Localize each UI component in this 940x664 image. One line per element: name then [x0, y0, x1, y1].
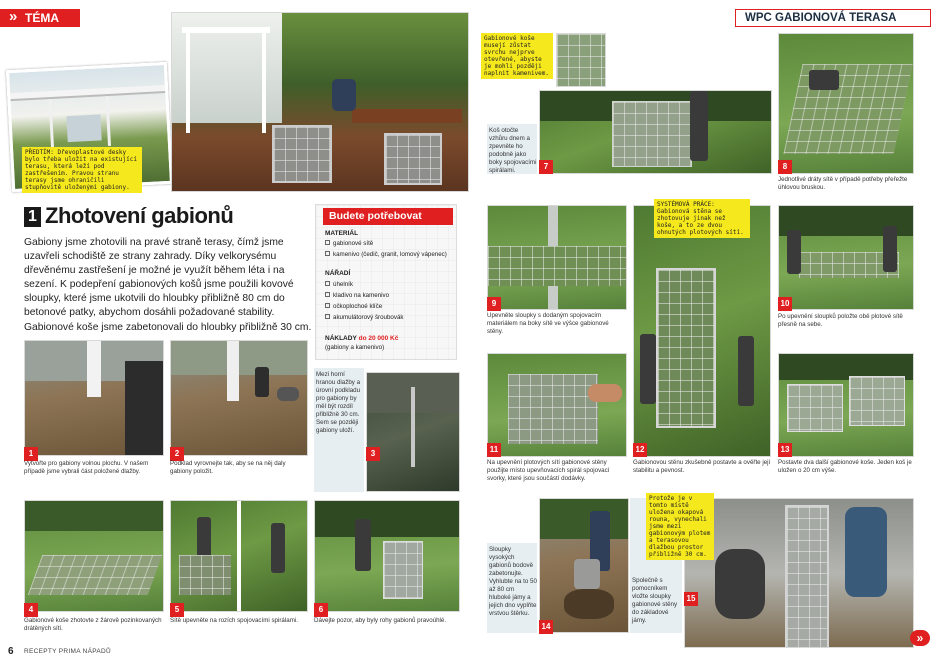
- step-caption: Mezi horní hranou dlažby a úrovní podkladu pro gabiony by měl být rozdíl přibližně 30 cm. Sem se později gabiony uloží.: [316, 371, 361, 434]
- step-number: 8: [778, 160, 792, 174]
- needs-title: Budete potřebovat: [323, 208, 453, 225]
- step-photo: [24, 500, 164, 612]
- step-photo: [778, 205, 914, 310]
- next-page-icon[interactable]: »: [910, 630, 930, 646]
- step-caption: Podklad vyrovnejte tak, aby se na něj daly gabiony položit.: [170, 460, 286, 475]
- step-photo: [24, 340, 164, 456]
- hero-after-photo: [171, 12, 469, 192]
- step-number: 15: [684, 592, 698, 606]
- needs-material-item: kamenivo (čedič, granit, lomový vápenec): [325, 251, 457, 259]
- step-number: 9: [487, 297, 501, 311]
- needs-tool-item: očkoplochoé klíče: [325, 303, 382, 311]
- step-caption: Upevněte sloupky s dodaným spojovacím materiálem na boky sítě ve výšce gabionové stěny.: [487, 312, 609, 335]
- step-photo: [487, 353, 627, 457]
- step-number: 13: [778, 443, 792, 457]
- needs-cost: NÁKLADY do 20 000 Kč: [325, 335, 399, 342]
- inset-photo: [556, 33, 606, 87]
- footer-page-number: 6: [8, 646, 14, 657]
- step-caption: Sítě upevněte na rozích spojovacími spirálami.: [170, 617, 298, 624]
- step-caption: Dávejte pozor, aby byly rohy gabionů pravoúhlé.: [314, 617, 447, 624]
- step-number: 12: [633, 443, 647, 457]
- footer-magazine: RECEPTY PRIMA NÁPADŮ: [24, 648, 112, 655]
- spread-title-text: WPC GABIONOVÁ TERASA: [745, 12, 897, 24]
- step-photo: [170, 340, 308, 456]
- step-number: 5: [170, 603, 184, 617]
- step-photo: [539, 498, 629, 633]
- step-number: 2: [170, 447, 184, 461]
- step-photo: [366, 372, 460, 492]
- heading-title: Zhotovení gabionů: [45, 203, 234, 228]
- note-system-work: SYSTÉMOVÁ PRÁCE: Gabionová stěna se zhotovuje jinak než koše, a to ze dvou ohnutých plotových sítí.: [654, 199, 750, 238]
- step-caption: Postavte dva další gabionové koše. Jeden koš je uložen o 20 cm výše.: [778, 459, 912, 474]
- step-number: 11: [487, 443, 501, 457]
- needs-material-label: MATERIÁL: [325, 230, 359, 237]
- step-number: 6: [314, 603, 328, 617]
- step-caption: Společně s pomocníkem vložte sloupky gabionové stěny do základové jámy.: [632, 577, 678, 624]
- needs-cost-note: (gabiony a kamenivo): [325, 344, 385, 351]
- step-photo: [314, 500, 460, 612]
- needs-tools-label: NÁŘADÍ: [325, 270, 351, 277]
- note-baskets-open: Gabionové koše musejí zůstat svrchu nejprve otevřené, abyste je mohli později naplnit kamenivem.: [481, 33, 553, 79]
- note-gutter-gap: Protože je v tomto místě uložena okapová rouna, vynechali jsme mezi gabionovým plotem a terasovou dlažbou prostor přibližně 30 cm.: [646, 493, 714, 560]
- step-caption: Koš otočte vzhůru dnem a zpevněte ho podobně jako boky spojovacími spirálami.: [489, 127, 537, 174]
- step-photo: [778, 353, 914, 457]
- step-photo: [170, 500, 308, 612]
- needs-tool-item: kladivo na kamenivo: [325, 292, 389, 300]
- needs-tool-item: akumulátorový šroubovák: [325, 314, 404, 322]
- step-number: 7: [539, 160, 553, 174]
- step-number: 1: [24, 447, 38, 461]
- step-photo: [684, 498, 914, 648]
- step-caption: Na upevnění plotových sítí gabionové stěny použijte místo upevňovacích spirál spojovací svorky, které jsou součástí dodávky.: [487, 459, 610, 482]
- needs-tool-item: úhelník: [325, 281, 353, 289]
- step-number: 4: [24, 603, 38, 617]
- step-caption: Gabionové koše zhotovte z žárově pozinkovaných drátěných sítí.: [24, 617, 162, 632]
- section-tab-label: TÉMA: [25, 11, 59, 25]
- step-photo: [539, 90, 772, 174]
- section-tab-chevron: »: [9, 8, 18, 25]
- step-caption: Vytvořte pro gabiony volnou plochu. V našem případě jsme vybrali část položené dlažby.: [24, 460, 149, 475]
- hero-before-caption: PŘEDTÍM: Dřevoplastové desky bylo třeba uložit na existující terasu, která leží pod zastřešením. Pravou stranu terasy jsme ohraničili stupňovitě uloženými gabiony.: [22, 147, 142, 193]
- step-caption: Po upevnění sloupků položte obě plotové sítě přesně na sebe.: [778, 313, 903, 328]
- step-number: 10: [778, 297, 792, 311]
- step-photo: [487, 205, 627, 310]
- step-caption: Gabionovou stěnu zkušebně postavte a ověřte její stabilitu a pevnost.: [633, 459, 771, 474]
- step-photo: [633, 205, 771, 457]
- heading-number: 1: [24, 207, 41, 227]
- step-caption: Jednotlivé dráty sítě v případě potřeby přeřežte úhlovou bruskou.: [778, 176, 908, 191]
- step-photo: [778, 33, 914, 174]
- needs-material-item: gabionové sítě: [325, 240, 455, 248]
- intro-text: Gabiony jsme zhotovili na pravé straně terasy, čímž jsme uzavřeli schodiště ze strany zahrady. Díky velkorysému dřevěnému zastřešení je možné je využít během léta i na sezení. K podepření gabionových košů jsme použili kovové sloupky, které jsme ukotvili do hloubky přibližně 80 cm do betonové patky, abychom dosáhli požadované stability. Gabionové koše jsme zabetonovali do hloubky přibližně 30 cm.: [24, 237, 312, 333]
- step-number: 14: [539, 620, 553, 634]
- step-number: 3: [366, 447, 380, 461]
- step-caption: Sloupky vysokých gabionů bodově zabetonujte. Vyhlubte na to 50 až 80 cm hluboké jámy a jejich dno vyplňte vrstvou štěrku.: [489, 546, 537, 617]
